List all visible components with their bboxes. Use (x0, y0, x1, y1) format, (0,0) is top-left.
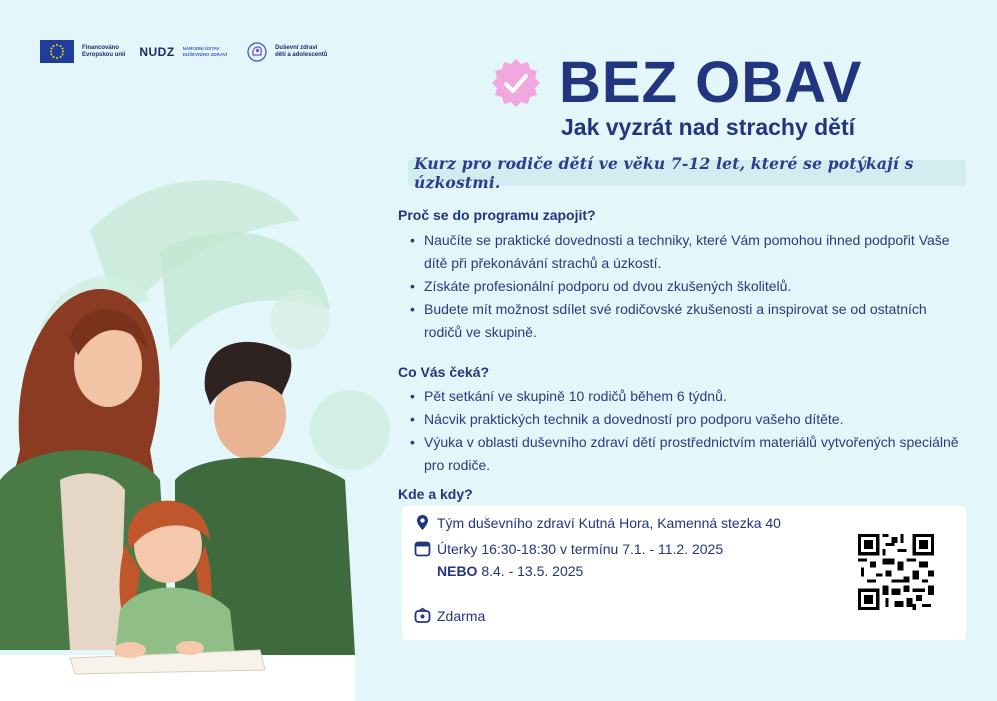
page-subtitle: Jak vyzrát nad strachy dětí (561, 114, 856, 140)
nudz-logo-text (183, 46, 227, 58)
schedule-dates-2: 8.4. - 13.5. 2025 (477, 563, 584, 579)
list-item: • Získáte profesionální podporu od dvou zkušených školitelů. (408, 275, 968, 298)
eu-logo-text (82, 45, 125, 59)
nudz-logo: NUDZ (139, 44, 175, 59)
family-illustration (0, 150, 400, 701)
list-item: • Pět setkání ve skupině 10 rodičů během 6 týdnů. (408, 385, 968, 408)
schedule-text (437, 538, 723, 582)
eu-line-2: Evropskou unií (82, 51, 126, 58)
eu-line-1: Financováno (82, 44, 120, 51)
schedule-or: NEBO (437, 563, 478, 579)
calendar-icon (414, 540, 431, 557)
schedule-line-2 (437, 560, 723, 582)
qr-code-icon[interactable] (858, 534, 934, 610)
price-text: Zdarma (437, 608, 486, 624)
why-heading: Proč se do programu zapojit? (398, 207, 596, 223)
where-heading: Kde a kdy? (398, 486, 473, 502)
dz-line-1: Duševní zdraví (275, 44, 318, 51)
location-row (414, 512, 781, 534)
schedule-line-1: Úterky 16:30-18:30 v termínu 7.1. - 11.2. 2025 (437, 541, 724, 557)
expect-list (408, 385, 968, 477)
expect-heading: Co Vás čeká? (398, 364, 490, 380)
list-item: • Naučíte se praktické dovednosti a techniky, které Vám pomohou ihned podpořit Vaše dítě při překonávání strachů a úzkostí. (408, 229, 968, 275)
dz-line-2: dětí a adolescentů (275, 51, 328, 58)
partner-logos (40, 40, 327, 63)
list-item: • Budete mít možnost sdílet své rodičovské zkušenosti a inspirovat se od ostatních rodičů ve skupině. (408, 298, 968, 344)
check-badge-icon (491, 58, 541, 108)
head-brain-icon (247, 42, 267, 62)
price-row (414, 605, 485, 627)
eu-flag-icon (40, 40, 74, 63)
why-list (408, 229, 968, 344)
dz-logo-text (275, 45, 327, 59)
nudz-line-1: NÁRODNÍ ÚSTAV (182, 45, 220, 51)
tagline: Kurz pro rodiče dětí ve věku 7-12 let, které se potýkají s úzkostmi. (414, 154, 914, 192)
map-pin-icon (414, 514, 431, 531)
nudz-line-2: DUŠEVNÍHO ZDRAVÍ (182, 51, 228, 57)
schedule-row (414, 538, 723, 582)
list-item: • Výuka v oblasti duševního zdraví dětí prostřednictvím materiálů vytvořených speciálně pro rodiče. (408, 431, 968, 477)
piggy-bank-icon (414, 607, 431, 624)
page-title: BEZ OBAV (559, 50, 863, 115)
location-text: Tým duševního zdraví Kutná Hora, Kamenná stezka 40 (437, 515, 781, 531)
list-item: • Nácvik praktických technik a dovedností pro podporu vašeho dítěte. (408, 408, 968, 431)
